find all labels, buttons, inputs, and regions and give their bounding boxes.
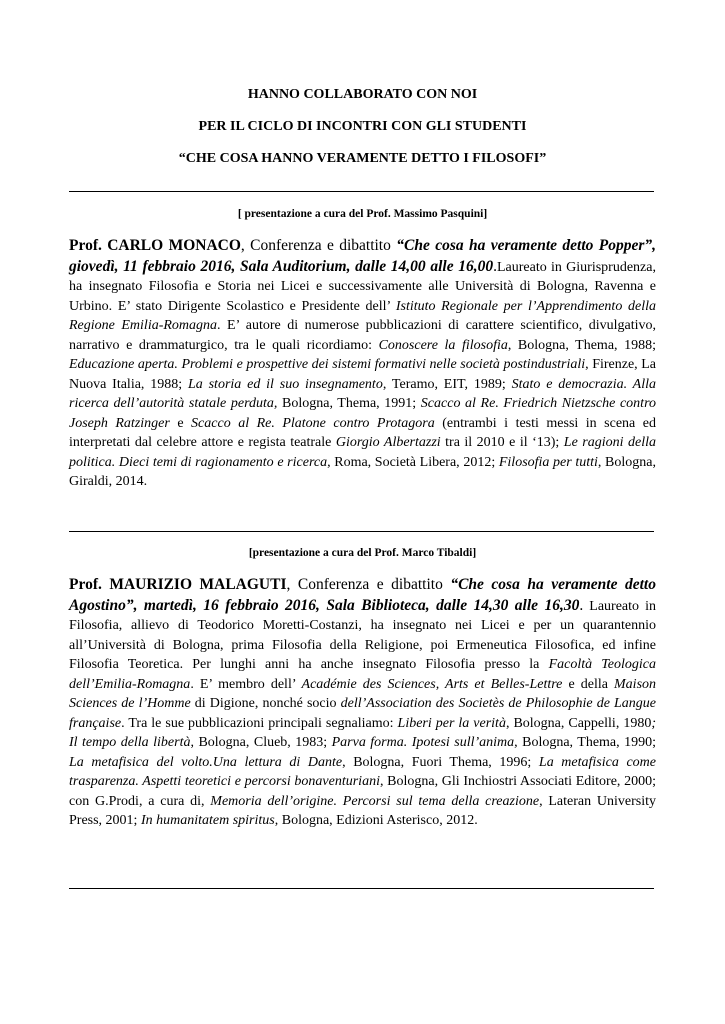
presentation-note-1: [ presentazione a cura del Prof. Massimo Pasquini] bbox=[237, 208, 488, 220]
divider bbox=[69, 191, 654, 192]
bio-text-segment: Bologna, Thema, 1991; bbox=[277, 396, 421, 411]
bio-text-segment: e della bbox=[562, 676, 615, 692]
bio-text-segment: e bbox=[169, 415, 192, 431]
bio-entry-2 bbox=[69, 575, 656, 831]
presentation-note-2: [presentazione a cura del Prof. Marco Tibaldi] bbox=[248, 547, 477, 559]
bio-text-segment: (entrambi i testi messi in scena ed interpretati dal celebre attore e regista teatrale bbox=[69, 415, 656, 450]
bio-text-segment: , Bologna, Fuori Thema, 1996; bbox=[342, 754, 539, 770]
event-end: . bbox=[579, 596, 584, 614]
italic-title: La metafisica come trasparenza. Aspetti teoretici e percorsi bonaventuriani bbox=[69, 754, 656, 789]
bio-text-segment: , Bologna, Cappelli, 1980 bbox=[505, 715, 652, 731]
speaker-name: Prof. MAURIZIO MALAGUTI bbox=[69, 576, 287, 593]
italic-title: Le ragioni della politica. Dieci temi di ragionamento e ricerca bbox=[69, 435, 656, 470]
header-line-2: PER IL CICLO DI INCONTRI CON GLI STUDENTI bbox=[198, 119, 527, 134]
italic-title: Maison Sciences de l’Homme bbox=[69, 676, 657, 711]
bio-text-segment: , Teramo, EIT, 1989; bbox=[382, 376, 512, 392]
bio-text-segment: , Roma, Società Libera, 2012; bbox=[327, 454, 499, 470]
italic-title: ; Il tempo della libertà bbox=[69, 715, 656, 750]
italic-title: Memoria dell’origine. Percorsi sul tema della creazione bbox=[210, 793, 540, 809]
bio-text-segment: , Bologna, Gli Inchiostri Associati Editore, 2000; con G.Prodi, a cura di, bbox=[69, 774, 656, 809]
event-intro: , Conferenza e dibattito bbox=[286, 576, 451, 593]
bio-text bbox=[69, 257, 657, 490]
italic-title: dell’Association des Societès de Philosophie de Langue française bbox=[69, 696, 656, 731]
italic-title: Scacco al Re. Platone contro Protagora bbox=[191, 415, 435, 431]
italic-title: Stato e democrazia. Alla ricerca dell’autorità statale perduta, bbox=[69, 376, 656, 411]
italic-title: Scacco al Re. Friedrich Nietzsche contro Joseph Ratzinger bbox=[69, 396, 657, 431]
event-title: “Che cosa ha veramente detto Agostino”, martedì, 16 febbraio 2016, Sala Biblioteca, dalle 14,30 alle 16,30 bbox=[69, 576, 656, 614]
event-title: “Che cosa ha veramente detto Popper”, giovedì, 11 febbraio 2016, Sala Auditorium, dalle 14,00 alle 16,00 bbox=[69, 237, 657, 275]
divider bbox=[69, 531, 654, 532]
bio-text-segment: , Bologna, Giraldi, 2014. bbox=[69, 454, 657, 489]
bio-text-segment: , Bologna, Thema, 1988; bbox=[507, 337, 656, 353]
bio-text-segment: . Tra le sue pubblicazioni principali segnaliamo: bbox=[121, 715, 398, 731]
italic-title: La storia ed il suo insegnamento bbox=[187, 376, 383, 392]
italic-title: Facoltà Teologica dell’Emilia-Romagna bbox=[69, 657, 656, 692]
header-line-1: HANNO COLLABORATO CON NOI bbox=[247, 87, 478, 102]
italic-title: Educazione aperta. Problemi e prospettive dei sistemi formativi nelle società postindustriali bbox=[69, 357, 586, 372]
italic-title: In humanitatem spiritus bbox=[140, 813, 275, 828]
bio-text-segment: , Bologna, Clueb, 1983; bbox=[190, 735, 332, 750]
italic-title: Liberi per la verità bbox=[397, 715, 506, 731]
header-line-3: “CHE COSA HANNO VERAMENTE DETTO I FILOSOFI” bbox=[178, 151, 547, 166]
event-intro: , Conferenza e dibattito bbox=[240, 237, 397, 254]
italic-title: Parva forma. Ipotesi sull’anima bbox=[331, 735, 515, 750]
italic-title: Giorgio Albertazzi bbox=[335, 435, 441, 450]
bio-text-segment: , Lateran University Press, 2001; bbox=[69, 793, 656, 828]
bio-text-segment: , Bologna, Thema, 1990; bbox=[514, 735, 656, 750]
event-end: . bbox=[493, 257, 497, 275]
bio-text-segment: , Bologna, Edizioni Asterisco, 2012. bbox=[274, 813, 478, 828]
bio-text bbox=[69, 596, 657, 829]
divider bbox=[69, 888, 654, 889]
bio-text-segment: . E’ autore di numerose pubblicazioni di carattere scientifico, divulgativo, narrativo e drammaturgico, tra le quali ricordiamo: bbox=[69, 318, 656, 353]
bio-text-segment: di Digione, nonché socio bbox=[190, 696, 341, 711]
bio-entry-1 bbox=[69, 236, 656, 492]
italic-title: Académie des Sciences, Arts et Belles-Lettre bbox=[301, 676, 563, 692]
bio-text-segment: , Firenze, La Nuova Italia, 1988; bbox=[69, 357, 656, 392]
bio-text-segment: tra il 2010 e il ‘13); bbox=[440, 435, 564, 450]
bio-text-segment: . E’ membro dell’ bbox=[190, 676, 302, 692]
bio-text-segment: Laureato in Giurisprudenza, ha insegnato Filosofia e Storia nei Licei e successivamente alle Università di Bologna, Ravenna e Urbino. E’ stato Dirigente Scolastico e Presidente dell’ bbox=[69, 259, 656, 314]
bio-text-segment: Laureato in Filosofia, allievo di Teodorico Moretti-Costanzi, ha insegnato nei Licei e per un quarantennio all’Università di Bologna, prima Filosofia della Religione, poi Ermeneutica Filosofica, ed infine Filosofia Teoretica. Per lunghi anni ha anche insegnato Filosofia presso la bbox=[69, 598, 656, 672]
italic-title: La metafisica del volto.Una lettura di Dante bbox=[69, 754, 343, 770]
italic-title: Conoscere la filosofia bbox=[378, 337, 508, 353]
italic-title: Filosofia per tutti bbox=[498, 454, 598, 470]
speaker-name: Prof. CARLO MONACO bbox=[69, 237, 241, 254]
italic-title: Istituto Regionale per l’Apprendimento della Regione Emilia-Romagna bbox=[69, 298, 657, 333]
